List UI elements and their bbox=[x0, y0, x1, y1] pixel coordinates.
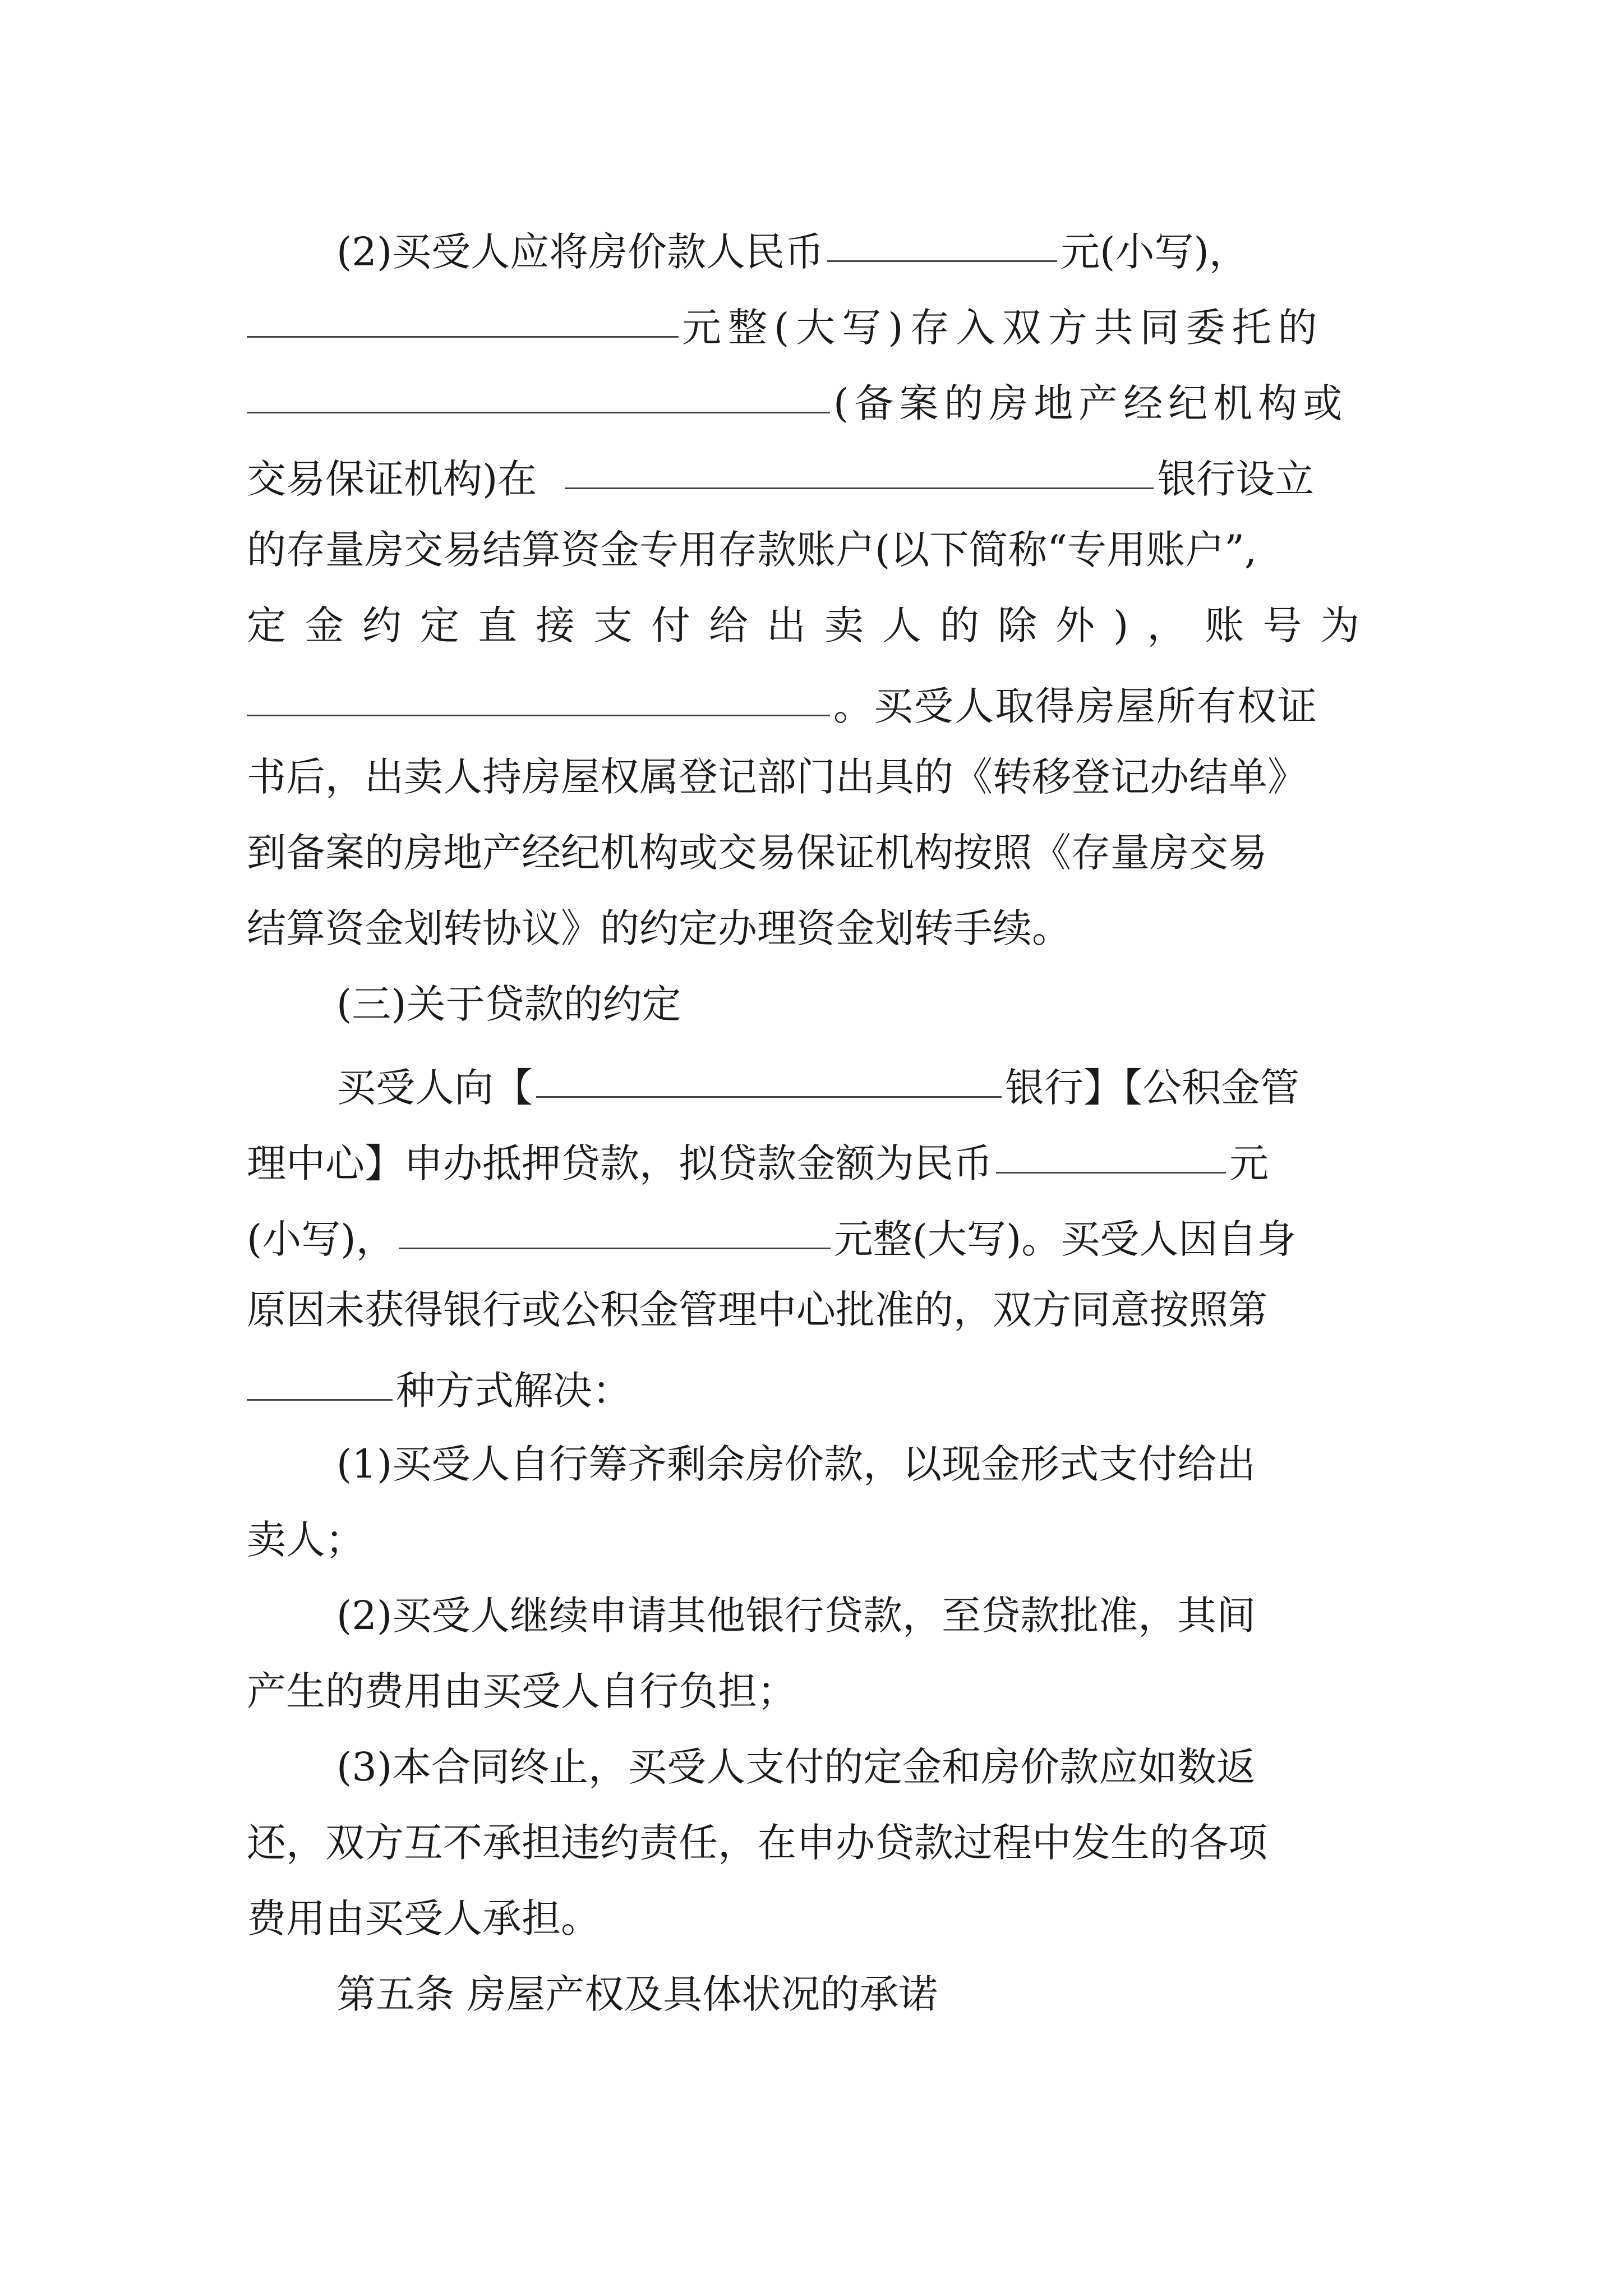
text-segment: 书后，出卖人持房屋权属登记部门出具的《转移登记办结单》 bbox=[247, 754, 1307, 800]
text-segment: 交易保证机构)在 bbox=[247, 456, 537, 502]
text-line-5 bbox=[247, 522, 1424, 578]
text-segment: 还，双方互不承担违约责任，在申办贷款过程中发生的各项 bbox=[247, 1820, 1267, 1866]
option-3-line-3 bbox=[247, 1890, 1385, 1947]
text-line-1 bbox=[336, 219, 1385, 275]
text-line-12 bbox=[336, 1055, 1385, 1111]
text-segment: 的存量房交易结算资金专用存款账户(以下简称“专用账户”, bbox=[247, 527, 1257, 573]
text-line-15 bbox=[247, 1282, 1385, 1338]
fill-blank-agency[interactable] bbox=[247, 367, 830, 413]
text-segment: 元整(大写)存入双方共同委托的 bbox=[682, 305, 1324, 351]
option-1-line-2 bbox=[247, 1512, 1385, 1568]
option-2-line-2 bbox=[247, 1663, 1385, 1719]
text-line-4 bbox=[247, 446, 1385, 502]
fill-blank-loan-large[interactable] bbox=[399, 1203, 831, 1249]
text-line-7 bbox=[247, 673, 1385, 729]
text-segment: (2)买受人继续申请其他银行贷款，至贷款批准，其间 bbox=[336, 1593, 1256, 1639]
text-line-10 bbox=[247, 900, 1385, 956]
text-segment: 第五条 房屋产权及具体状况的承诺 bbox=[336, 1971, 938, 2017]
text-segment: 银行设立 bbox=[1157, 456, 1315, 502]
text-segment: 到备案的房地产经纪机构或交易保证机构按照《存量房交易 bbox=[247, 830, 1267, 876]
option-3-line-2 bbox=[247, 1815, 1385, 1871]
fill-blank-loan-small[interactable] bbox=[996, 1127, 1226, 1174]
text-segment: 元整(大写)。买受人因自身 bbox=[833, 1216, 1297, 1262]
text-segment: 产生的费用由买受人自行负担； bbox=[247, 1668, 796, 1714]
option-2-line-1 bbox=[336, 1588, 1385, 1644]
fill-blank-bank[interactable] bbox=[565, 443, 1154, 489]
text-segment: (备案的房地产经纪机构或 bbox=[833, 380, 1348, 426]
fill-blank-method-number[interactable] bbox=[247, 1354, 393, 1401]
text-segment: (1)买受人自行筹齐剩余房价款，以现金形式支付给出 bbox=[336, 1441, 1256, 1487]
text-line-2 bbox=[247, 295, 1385, 351]
section-heading-loan bbox=[336, 976, 1385, 1032]
text-segment: 买受人向【 bbox=[336, 1065, 533, 1111]
text-segment: (2)买受人应将房价款人民币 bbox=[336, 229, 824, 275]
text-line-8 bbox=[247, 749, 1385, 805]
text-line-13 bbox=[247, 1130, 1385, 1186]
text-segment: (小写)， bbox=[247, 1216, 395, 1262]
article-5-heading bbox=[336, 1966, 1385, 2022]
text-line-14 bbox=[247, 1206, 1385, 1262]
text-segment: 卖人； bbox=[247, 1517, 365, 1563]
text-segment: 元 bbox=[1229, 1140, 1269, 1186]
text-line-6 bbox=[247, 597, 1385, 654]
text-segment: 结算资金划转协议》的约定办理资金划转手续。 bbox=[247, 905, 1071, 951]
option-1-line-1 bbox=[336, 1436, 1385, 1492]
text-line-9 bbox=[247, 825, 1385, 881]
text-segment: 理中心】申办抵押贷款，拟贷款金额为民币 bbox=[247, 1140, 993, 1186]
text-segment: 元(小写)， bbox=[1061, 229, 1248, 275]
text-segment: (三)关于贷款的约定 bbox=[336, 981, 681, 1027]
text-segment: 费用由买受人承担。 bbox=[247, 1895, 600, 1941]
fill-blank-price-small[interactable] bbox=[827, 215, 1057, 262]
text-segment: 定金约定直接支付给出卖人的除外)，账号为 bbox=[247, 602, 1378, 648]
fill-blank-account-number[interactable] bbox=[247, 670, 830, 716]
fill-blank-loan-bank[interactable] bbox=[536, 1051, 1002, 1098]
text-segment: 种方式解决： bbox=[396, 1368, 631, 1414]
text-segment: 原因未获得银行或公积金管理中心批准的，双方同意按照第 bbox=[247, 1287, 1267, 1333]
text-segment: 银行】【公积金管 bbox=[1005, 1065, 1299, 1111]
fill-blank-price-large[interactable] bbox=[247, 291, 679, 338]
text-line-16 bbox=[247, 1358, 1385, 1414]
option-3-line-1 bbox=[336, 1739, 1385, 1795]
text-segment: (3)本合同终止，买受人支付的定金和房价款应如数返 bbox=[336, 1744, 1256, 1790]
text-segment: 。买受人取得房屋所有权证 bbox=[833, 683, 1318, 729]
text-line-3 bbox=[247, 370, 1385, 426]
